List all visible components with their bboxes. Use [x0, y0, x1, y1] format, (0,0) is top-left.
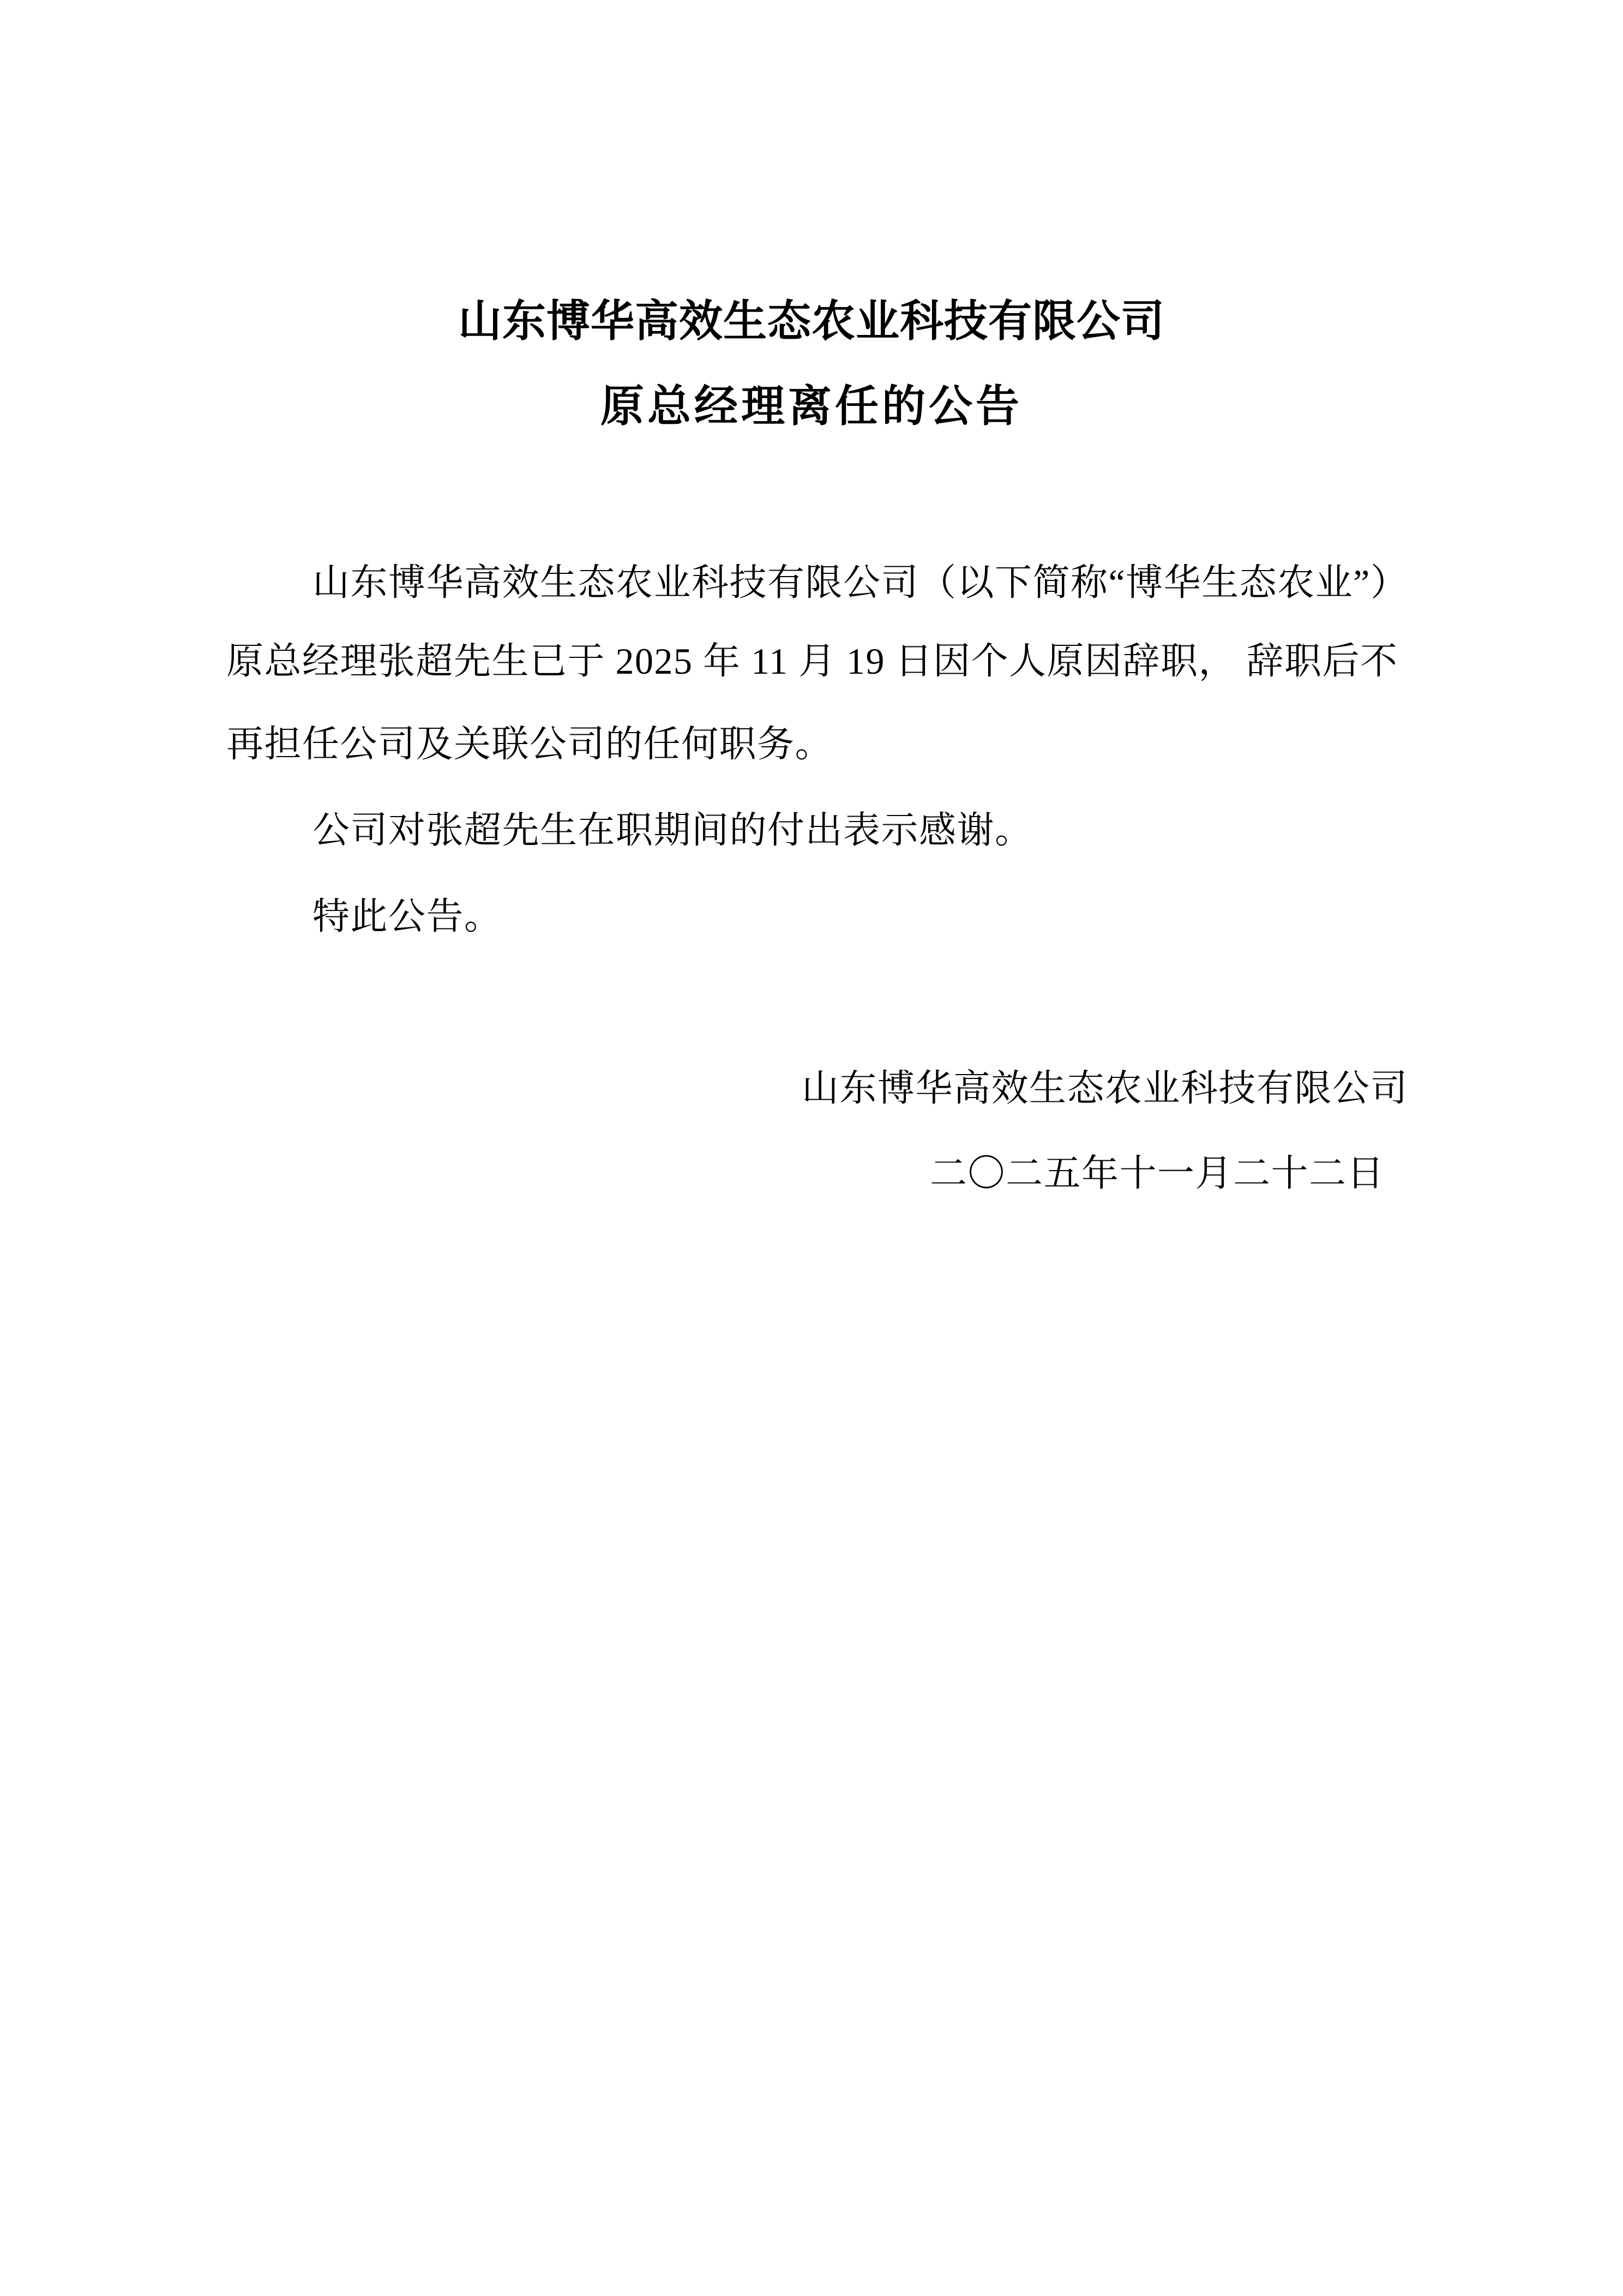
paragraph-2: 公司对张超先生在职期间的付出表示感谢。 [312, 810, 1033, 851]
signature-company-name: 山东博华高效生态农业科技有限公司 [801, 1068, 1408, 1109]
signature-date: 二〇二五年十一月二十二日 [929, 1153, 1385, 1194]
paragraph-1-line-1: 山东博华高效生态农业科技有限公司（以下简称“博华生态农业”） [312, 562, 1409, 603]
document-title-line-2: 原总经理离任的公告 [600, 383, 1023, 431]
paragraph-1-line-2: 原总经理张超先生已于 2025 年 11 月 19 日因个人原因辞职， 辞职后不 [226, 640, 1398, 682]
document-title-line-1: 山东博华高效生态农业科技有限公司 [458, 298, 1165, 346]
paragraph-1-line-3: 再担任公司及关联公司的任何职务。 [226, 723, 833, 765]
paragraph-3: 特此公告。 [312, 896, 502, 937]
